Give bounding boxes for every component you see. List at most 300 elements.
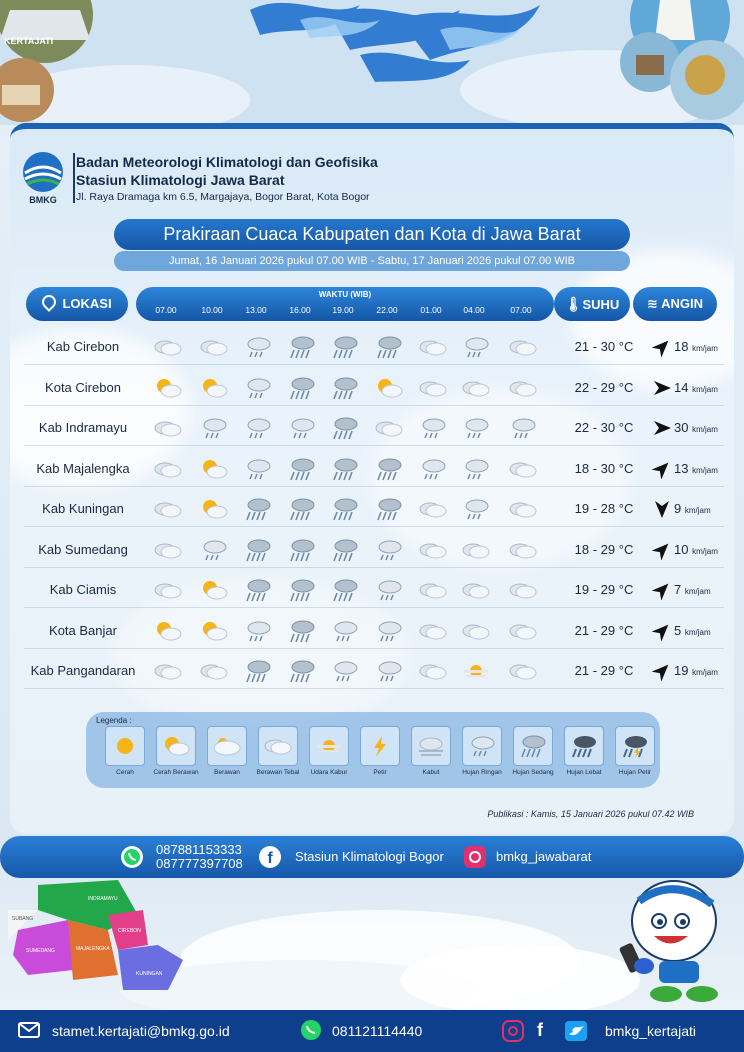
table-row	[24, 491, 724, 527]
column-angin	[633, 287, 717, 321]
row-divider	[24, 567, 724, 568]
footer-social-account[interactable]: bmkg_kertajati	[605, 1023, 697, 1039]
weather-cell	[417, 335, 449, 359]
legend-icon-box	[156, 726, 196, 766]
berawan-tebal-icon	[152, 497, 184, 521]
weather-cell	[460, 335, 492, 359]
weather-cell	[152, 416, 184, 440]
weather-cell	[286, 659, 318, 683]
row-divider	[24, 364, 724, 365]
cerah-berawan-icon	[198, 497, 230, 521]
city-name: Kab Pangandaran	[30, 663, 136, 678]
weather-cell	[373, 619, 405, 643]
footer-twitter-icon	[564, 1020, 588, 1042]
table-row	[24, 572, 724, 608]
hujan-ringan-icon	[417, 416, 449, 440]
udara-kabur-icon	[313, 733, 345, 759]
weather-cell	[152, 578, 184, 602]
wind-speed-unit: km/jam	[692, 425, 718, 434]
weather-cell	[286, 538, 318, 562]
wind-direction-arrow-icon	[652, 378, 672, 398]
banner-photo-text: KERTAJATI	[4, 36, 54, 46]
wind-direction-arrow-icon	[652, 499, 672, 519]
temperature-range: 22 - 29 °C	[574, 379, 634, 395]
hujan-ringan-icon	[507, 416, 539, 440]
weather-cell	[329, 457, 361, 481]
legend-item-cerah-berawan	[151, 726, 201, 776]
weather-cell	[417, 578, 449, 602]
city-name: Kab Cirebon	[46, 339, 120, 354]
weather-cell	[329, 497, 361, 521]
column-waktu-label: WAKTU (WIB)	[318, 290, 372, 299]
hujan-sedang-icon	[329, 376, 361, 400]
wind-speed-value: 19	[674, 663, 689, 678]
weather-cell	[373, 578, 405, 602]
legend-item-petir	[355, 726, 405, 776]
weather-cell	[460, 578, 492, 602]
temperature-range: 19 - 28 °C	[574, 501, 634, 516]
phone-number-1[interactable]: 087881153333	[156, 842, 242, 857]
legend-icon-box	[615, 726, 655, 766]
berawan-tebal-icon	[417, 335, 449, 359]
weather-cell	[329, 619, 361, 643]
berawan-tebal-icon	[152, 416, 184, 440]
hujan-ringan-icon	[198, 416, 230, 440]
hujan-ringan-icon	[373, 659, 405, 683]
berawan-tebal-icon	[460, 578, 492, 602]
table-row	[24, 329, 724, 365]
city-name: Kota Banjar	[49, 622, 117, 638]
weather-cell	[152, 619, 184, 643]
weather-cell	[373, 457, 405, 481]
city-name: Kab Ciamis	[49, 582, 117, 597]
hujan-sedang-icon	[373, 457, 405, 481]
thermometer-icon: 🌡	[564, 296, 583, 312]
hujan-ringan-icon	[466, 733, 498, 759]
weather-cell	[242, 578, 274, 602]
weather-cell	[329, 578, 361, 602]
legend-label: Hujan Petir	[618, 769, 652, 776]
weather-cell	[460, 376, 492, 400]
wind-speed-unit: km/jam	[692, 384, 718, 394]
berawan-tebal-icon	[417, 659, 449, 683]
legend-item-cerah	[100, 726, 150, 776]
wind-direction-arrow-icon	[652, 661, 672, 681]
weather-cell	[286, 335, 318, 359]
wind-speed-value: 30	[674, 420, 689, 435]
cerah-icon	[109, 733, 141, 759]
legend-item-berawan-tebal	[253, 726, 303, 776]
weather-cell	[198, 497, 230, 521]
legend-label: Udara Kabur	[310, 769, 348, 776]
table-row	[24, 410, 724, 446]
weather-cell	[373, 335, 405, 359]
table-row	[24, 370, 724, 406]
berawan-tebal-icon	[507, 538, 539, 562]
legend-item-hujan-sedang	[508, 726, 558, 776]
whatsapp-icon	[120, 845, 144, 869]
legend-item-hujan-petir	[610, 726, 660, 776]
column-suhu-label: SUHU	[582, 297, 620, 312]
weather-cell	[507, 335, 539, 359]
weather-cell	[460, 659, 492, 683]
hujan-ringan-icon	[329, 619, 361, 643]
wind-speed-value: 9	[674, 501, 682, 516]
hujan-petir-icon	[619, 733, 651, 759]
wind-speed-value: 18	[674, 339, 689, 354]
legend-icon-box	[105, 726, 145, 766]
column-lokasi-label: LOKASI	[62, 296, 112, 311]
wind-speed-unit: km/jam	[692, 668, 718, 677]
weather-cell	[329, 335, 361, 359]
berawan-tebal-icon	[417, 376, 449, 400]
cerah-berawan-icon	[152, 619, 184, 643]
instagram-account[interactable]: bmkg_jawabarat	[496, 849, 592, 864]
temperature-range: 18 - 29 °C	[574, 541, 634, 557]
footer-bar	[0, 1010, 744, 1052]
weather-cell	[417, 538, 449, 562]
table-row	[24, 451, 724, 487]
hujan-sedang-icon	[329, 416, 361, 440]
weather-cell	[460, 538, 492, 562]
legend-label: Berawan Tebal	[256, 769, 300, 776]
berawan-tebal-icon	[507, 376, 539, 400]
udara-kabur-icon	[460, 659, 492, 683]
time-slot: 10.00	[201, 305, 223, 315]
hujan-sedang-icon	[329, 457, 361, 481]
legend-icon-box	[258, 726, 298, 766]
row-divider	[24, 648, 724, 649]
wind-direction-arrow-icon	[652, 540, 672, 560]
weather-cell	[417, 619, 449, 643]
wind-speed-value: 13	[674, 460, 689, 476]
legend-icon-box	[564, 726, 604, 766]
wind-speed-unit: km/jam	[692, 465, 718, 475]
temperature-range: 21 - 29 °C	[574, 663, 634, 678]
weather-cell	[417, 659, 449, 683]
table-row	[24, 532, 724, 568]
legend-item-berawan	[202, 726, 252, 776]
footer-whatsapp[interactable]: 081121114440	[332, 1023, 423, 1039]
berawan-tebal-icon	[152, 659, 184, 683]
weather-cell	[242, 497, 274, 521]
cerah-berawan-icon	[198, 578, 230, 602]
facebook-icon	[258, 845, 282, 869]
city-name: Kab Sumedang	[38, 541, 128, 557]
legend-icon-box	[513, 726, 553, 766]
org-name: Badan Meteorologi Klimatologi dan Geofisika	[76, 154, 378, 170]
facebook-account[interactable]: Stasiun Klimatologi Bogor	[295, 849, 444, 864]
weather-cell	[507, 619, 539, 643]
berawan-tebal-icon	[198, 335, 230, 359]
weather-cell	[152, 497, 184, 521]
map-label-sumedang: SUMEDANG	[26, 948, 55, 954]
legend-label: Hujan Lebat	[566, 769, 602, 776]
legend-item-udara-kabur	[304, 726, 354, 776]
weather-cell	[286, 619, 318, 643]
svg-text:f: f	[267, 850, 273, 867]
footer-email[interactable]: stamet.kertajati@bmkg.go.id	[52, 1023, 230, 1039]
row-divider	[24, 445, 724, 446]
berawan-tebal-icon	[507, 335, 539, 359]
wind-speed-unit: km/jam	[692, 546, 718, 556]
legend-item-kabut	[406, 726, 456, 776]
time-slot: 22.00	[376, 305, 398, 315]
city-name: Kab Kuningan	[42, 501, 124, 516]
wind-icon: ≋	[647, 296, 662, 311]
station-address: Jl. Raya Dramaga km 6.5, Margajaya, Bogor Barat, Kota Bogor	[76, 191, 370, 203]
legend-icon-box	[309, 726, 349, 766]
panel-header	[10, 129, 734, 219]
banner-artwork	[0, 0, 744, 125]
weather-cell	[152, 659, 184, 683]
legend-label: Hujan Sedang	[512, 769, 554, 776]
berawan-tebal-icon	[417, 497, 449, 521]
temperature-range: 22 - 30 °C	[574, 420, 634, 435]
hujan-sedang-icon	[286, 578, 318, 602]
wind-speed-value: 7	[674, 582, 682, 597]
wind-speed-unit: km/jam	[684, 627, 711, 637]
map-label-kuningan: KUNINGAN	[136, 971, 163, 977]
weather-cell	[507, 659, 539, 683]
hujan-ringan-icon	[242, 619, 274, 643]
wind-speed	[674, 461, 718, 476]
weather-cell	[286, 497, 318, 521]
wind-direction-arrow-icon	[652, 418, 672, 438]
column-waktu	[136, 287, 554, 321]
hujan-ringan-icon	[286, 416, 318, 440]
bmkg-logo	[20, 151, 66, 205]
footer-facebook-icon: f	[537, 1020, 543, 1040]
weather-cell	[417, 457, 449, 481]
weather-cell	[242, 659, 274, 683]
hujan-sedang-icon	[286, 497, 318, 521]
contact-bar	[0, 836, 744, 878]
wind-direction-arrow-icon	[652, 621, 672, 641]
weather-cell	[198, 376, 230, 400]
location-pin-icon	[40, 292, 60, 312]
weather-cell	[507, 578, 539, 602]
hujan-ringan-icon	[242, 457, 274, 481]
berawan-tebal-icon	[417, 538, 449, 562]
weather-cell	[507, 538, 539, 562]
weather-cell	[460, 619, 492, 643]
time-slot: 01.00	[420, 305, 442, 315]
berawan-tebal-icon	[507, 497, 539, 521]
table-row	[24, 613, 724, 649]
legend-label: Hujan Ringan	[462, 769, 502, 776]
berawan-tebal-icon	[198, 659, 230, 683]
weather-cell	[152, 457, 184, 481]
legend-icon-box	[360, 726, 400, 766]
weather-cell	[417, 497, 449, 521]
hujan-sedang-icon	[242, 538, 274, 562]
berawan-tebal-icon	[417, 578, 449, 602]
header-divider	[73, 153, 75, 203]
wind-speed	[674, 582, 711, 597]
column-angin-label: ANGIN	[661, 296, 703, 311]
wind-speed-unit: km/jam	[684, 587, 711, 596]
hujan-sedang-icon	[373, 497, 405, 521]
weather-cell	[242, 335, 274, 359]
hujan-ringan-icon	[198, 538, 230, 562]
publication-date: Publikasi : Kamis, 15 Januari 2026 pukul 07.42 WIB	[487, 809, 694, 819]
hujan-ringan-icon	[460, 416, 492, 440]
city-name: Kab Majalengka	[36, 460, 130, 476]
berawan-tebal-icon	[460, 376, 492, 400]
hujan-sedang-icon	[286, 619, 318, 643]
weather-cell	[373, 659, 405, 683]
wind-speed-value: 14	[674, 379, 689, 395]
time-slot: 16.00	[289, 305, 311, 315]
legend-label: Cerah Berawan	[153, 769, 199, 776]
weather-cell	[242, 376, 274, 400]
hujan-sedang-icon	[329, 335, 361, 359]
weather-cell	[329, 376, 361, 400]
legend-label: Petir	[373, 769, 387, 776]
hujan-ringan-icon	[242, 376, 274, 400]
cerah-berawan-icon	[198, 619, 230, 643]
weather-cell	[198, 578, 230, 602]
forecast-panel	[10, 123, 734, 834]
cerah-berawan-icon	[373, 376, 405, 400]
table-header	[10, 287, 734, 325]
row-divider	[24, 486, 724, 487]
weather-cell	[417, 376, 449, 400]
wind-direction-arrow-icon	[652, 459, 672, 479]
berawan-tebal-icon	[507, 659, 539, 683]
hujan-ringan-icon	[242, 335, 274, 359]
weather-cell	[198, 457, 230, 481]
weather-cell	[329, 416, 361, 440]
hujan-ringan-icon	[460, 497, 492, 521]
weather-cell	[373, 416, 405, 440]
berawan-tebal-icon	[507, 619, 539, 643]
wind-speed	[674, 420, 718, 435]
hujan-ringan-icon	[460, 457, 492, 481]
petir-icon	[364, 733, 396, 759]
weather-cell	[460, 416, 492, 440]
berawan-tebal-icon	[507, 457, 539, 481]
weather-cell	[242, 538, 274, 562]
weather-cell	[286, 457, 318, 481]
weather-cell	[373, 538, 405, 562]
hujan-sedang-icon	[329, 578, 361, 602]
weather-cell	[329, 538, 361, 562]
berawan-tebal-icon	[152, 457, 184, 481]
weather-cell	[329, 659, 361, 683]
weather-cell	[507, 497, 539, 521]
weather-cell	[152, 376, 184, 400]
hujan-ringan-icon	[460, 335, 492, 359]
row-divider	[24, 405, 724, 406]
temperature-range: 21 - 30 °C	[574, 339, 634, 354]
legend-label: Cerah	[116, 769, 134, 776]
time-slot: 07.00	[155, 305, 177, 315]
bmkg-logo-text: BMKG	[29, 195, 57, 205]
hujan-sedang-icon	[517, 733, 549, 759]
legend-title: Legenda :	[96, 716, 132, 725]
hujan-sedang-icon	[286, 335, 318, 359]
berawan-tebal-icon	[417, 619, 449, 643]
legend-icon-box	[462, 726, 502, 766]
weather-cell	[286, 416, 318, 440]
wind-speed-value: 5	[674, 622, 682, 638]
hujan-ringan-icon	[242, 416, 274, 440]
page-title: Prakiraan Cuaca Kabupaten dan Kota di Jawa Barat	[114, 219, 630, 250]
berawan-tebal-icon	[460, 619, 492, 643]
weather-cell	[198, 659, 230, 683]
time-slot: 19.00	[332, 305, 354, 315]
hujan-lebat-icon	[568, 733, 600, 759]
time-slot: 07.00	[510, 305, 532, 315]
cerah-berawan-icon	[198, 376, 230, 400]
hujan-sedang-icon	[286, 538, 318, 562]
weather-cell	[373, 497, 405, 521]
wind-speed	[674, 623, 711, 638]
temperature-range: 19 - 29 °C	[574, 582, 634, 597]
berawan-tebal-icon	[152, 578, 184, 602]
legend	[86, 712, 660, 788]
wind-speed	[674, 663, 718, 678]
column-lokasi	[26, 287, 128, 321]
footer-whatsapp-icon	[300, 1019, 322, 1041]
time-slot: 04.00	[463, 305, 485, 315]
wind-direction-arrow-icon	[652, 337, 672, 357]
hujan-sedang-icon	[329, 497, 361, 521]
bmkg-mascot	[604, 876, 740, 1012]
weather-cell	[152, 335, 184, 359]
row-divider	[24, 607, 724, 608]
weather-cell	[507, 457, 539, 481]
map-label-cirebon: CIREBON	[118, 928, 141, 934]
weather-cell	[286, 578, 318, 602]
weather-cell	[460, 457, 492, 481]
weather-cell	[286, 376, 318, 400]
phone-number-2[interactable]: 087777397708	[156, 856, 243, 871]
hujan-sedang-icon	[373, 335, 405, 359]
hujan-sedang-icon	[242, 497, 274, 521]
berawan-tebal-icon	[507, 578, 539, 602]
map-label-subang: SUBANG	[12, 916, 34, 922]
footer-instagram-icon	[502, 1020, 524, 1042]
map-label-indramayu: INDRAMAYU	[88, 896, 118, 902]
city-name: Kota Cirebon	[45, 379, 121, 395]
kabut-icon	[415, 733, 447, 759]
hujan-ringan-icon	[373, 538, 405, 562]
column-suhu	[554, 287, 630, 321]
weather-cell	[198, 619, 230, 643]
wind-speed	[674, 542, 718, 557]
legend-label: Kabut	[422, 769, 440, 776]
legend-icon-box	[207, 726, 247, 766]
weather-cell	[242, 619, 274, 643]
row-divider	[24, 688, 724, 689]
weather-cell	[198, 416, 230, 440]
hujan-ringan-icon	[417, 457, 449, 481]
berawan-tebal-icon	[373, 416, 405, 440]
row-divider	[24, 526, 724, 527]
wind-speed-unit: km/jam	[692, 344, 718, 353]
email-icon	[18, 1022, 40, 1038]
map-label-majalengka: MAJALENGKA	[76, 946, 110, 952]
wind-speed	[674, 501, 711, 516]
legend-item-hujan-ringan	[457, 726, 507, 776]
top-banner	[0, 0, 744, 125]
weather-cell	[198, 335, 230, 359]
cerah-berawan-icon	[160, 733, 192, 759]
legend-icon-box	[411, 726, 451, 766]
